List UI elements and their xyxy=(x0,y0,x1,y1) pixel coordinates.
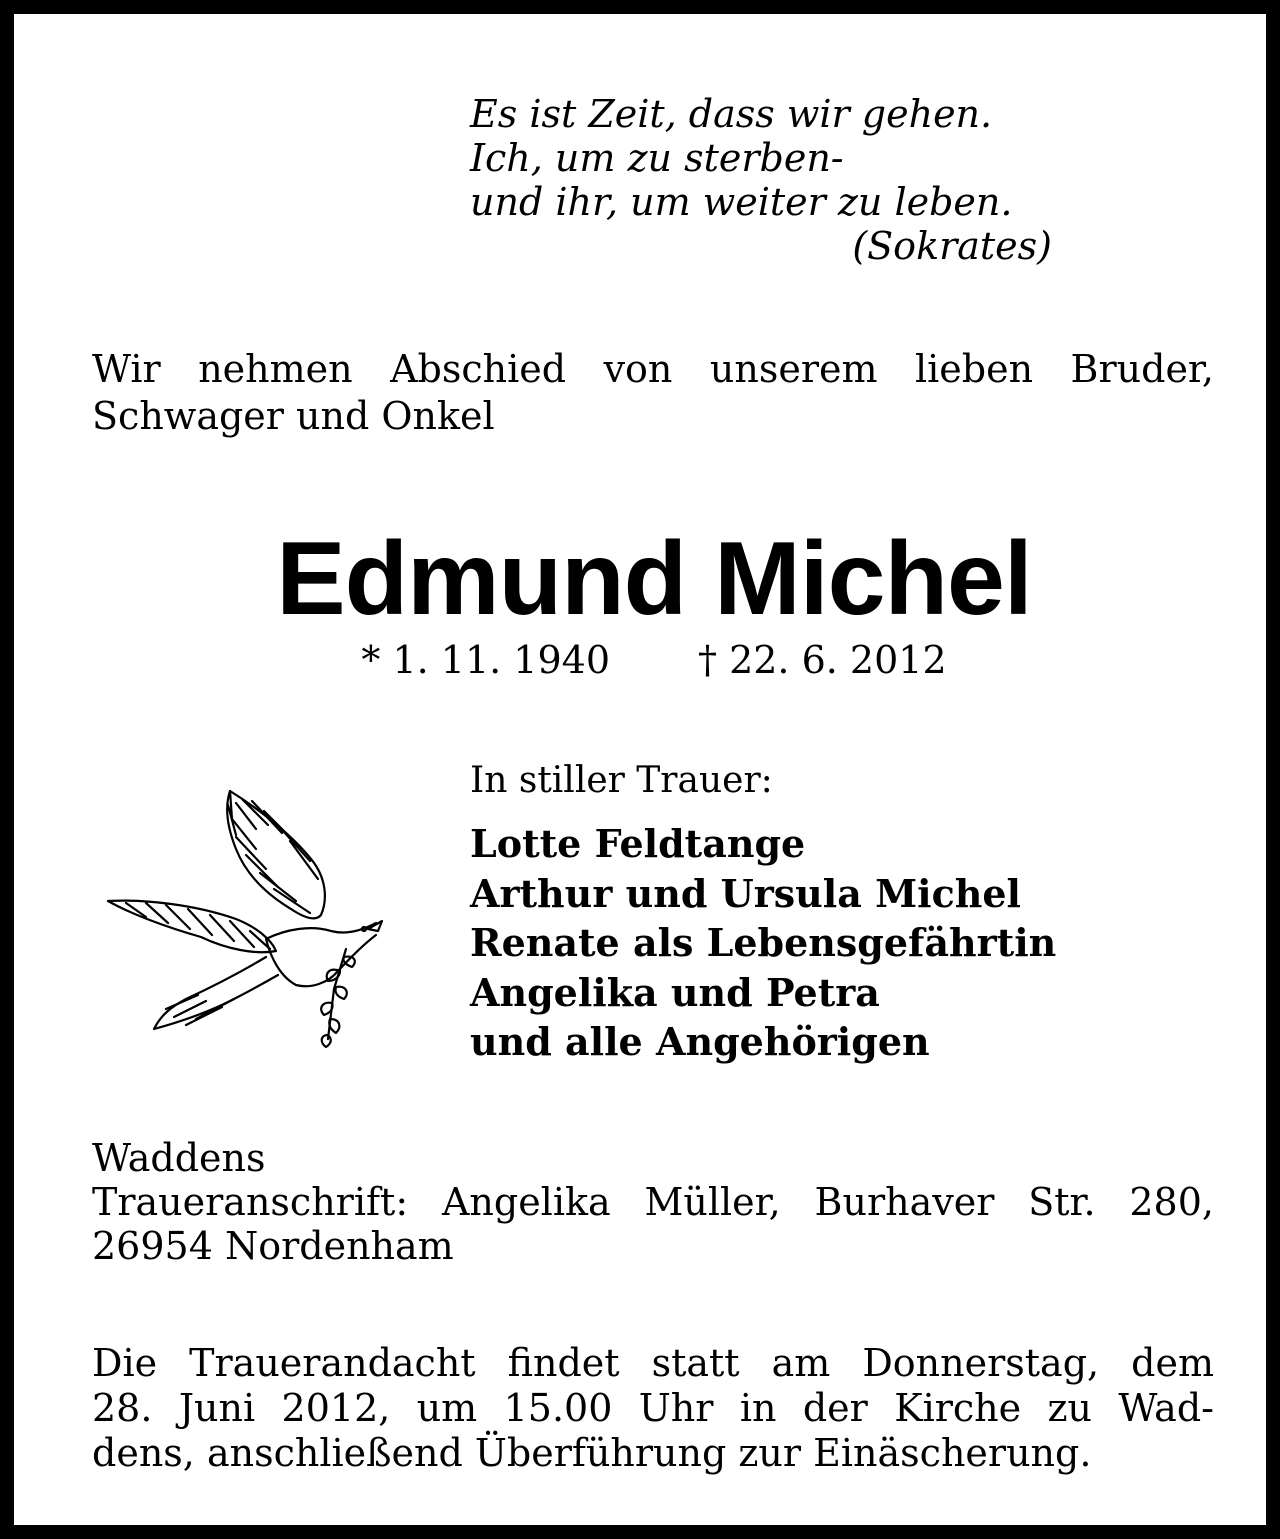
mourning-label: In stiller Trauer: xyxy=(470,760,773,801)
address-line: 26954 Nordenham xyxy=(92,1224,454,1268)
place-name: Waddens xyxy=(92,1136,266,1180)
mourner-name: Lotte Feldtange xyxy=(470,821,806,866)
intro-line: Wir nehmen Abschied von unserem lieben Bruder, xyxy=(92,347,1214,391)
mourners-list xyxy=(470,819,1056,1067)
quote-line: Es ist Zeit, dass wir gehen. xyxy=(470,92,993,136)
address-line: Traueranschrift: Angelika Müller, Burhaver Str. 280, xyxy=(92,1180,1214,1224)
dove-with-olive-branch-icon xyxy=(106,789,396,1049)
mourner-name: Arthur und Ursula Michel xyxy=(470,870,1021,916)
quote-line: und ihr, um weiter zu leben. xyxy=(470,180,1013,224)
intro-line: Schwager und Onkel xyxy=(92,394,495,438)
quote-author: (Sokrates) xyxy=(852,224,1052,268)
service-line: 28. Juni 2012, um 15.00 Uhr in der Kirche zu Wad- xyxy=(92,1386,1214,1430)
intro-text xyxy=(92,346,1214,440)
quote-block xyxy=(470,92,1070,268)
service-line: Die Trauerandacht findet statt am Donnerstag, dem xyxy=(92,1341,1214,1385)
mourner-name: und alle Angehörigen xyxy=(470,1019,930,1064)
service-announcement xyxy=(92,1341,1214,1476)
mourner-name: Renate als Lebensgefährtin xyxy=(470,920,1057,965)
quote-line: Ich, um zu sterben- xyxy=(470,136,844,180)
death-date: † 22. 6. 2012 xyxy=(698,638,947,682)
deceased-name: Edmund Michel xyxy=(276,521,1032,637)
life-dates xyxy=(14,638,1280,682)
service-line: dens, anschließend Überführung zur Einäscherung. xyxy=(92,1431,1092,1475)
birth-date: * 1. 11. 1940 xyxy=(361,638,610,682)
mourning-address xyxy=(92,1136,1214,1268)
mourner-name: Angelika und Petra xyxy=(470,969,880,1015)
